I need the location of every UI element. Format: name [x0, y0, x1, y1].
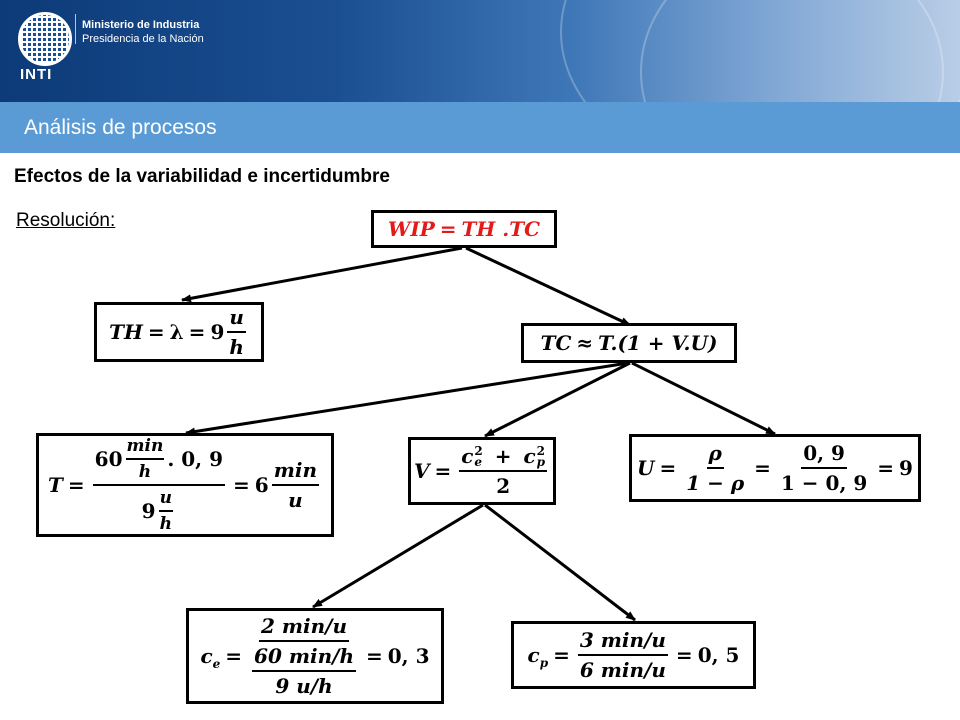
ce-lhs [200, 644, 221, 671]
formula-ce [186, 608, 444, 704]
t-denominator [140, 486, 178, 534]
resolution-label: Resolución: [16, 210, 116, 231]
v-lhs: V [413, 459, 430, 483]
cp-result: 0, 5 [697, 643, 740, 667]
t-res-unit-num: min [272, 458, 319, 486]
ministry-line1: Ministerio de Industria [82, 19, 200, 31]
cp-base: c [527, 643, 540, 667]
arrow-tc-u [632, 363, 775, 434]
wip-lhs: WIP [387, 217, 435, 241]
formula-tc [521, 323, 737, 363]
t-lhs: T [48, 473, 63, 497]
ce-sub: e [212, 657, 221, 671]
formula-v [408, 437, 556, 505]
section-title: Análisis de procesos [24, 116, 217, 139]
v-denominator: 2 [496, 474, 511, 499]
cp-denominator: 6 min/u [579, 658, 666, 682]
equals-sign: = [675, 643, 693, 667]
v-cp-sq: 2 [536, 444, 546, 459]
v-ce-base: c [461, 443, 474, 468]
th-unit-fraction [227, 305, 246, 359]
ce-numerator: 2 min/u [259, 614, 349, 642]
u-f2-den: 1 − 0, 9 [780, 471, 868, 495]
equals-sign: = [67, 473, 85, 497]
v-fraction [459, 444, 547, 499]
t-result-unit [272, 458, 319, 512]
t-top-unit-den: h [138, 462, 152, 482]
ce-den-den: 9 u/h [275, 674, 333, 698]
th-lambda: λ [169, 320, 184, 344]
tc-lhs: TC [540, 331, 572, 355]
u-fraction-2 [779, 441, 869, 495]
formula-cp [511, 621, 756, 689]
ce-den-num: 60 min/h [252, 644, 356, 672]
logo-text: INTI [20, 66, 53, 83]
t-bot-num: 9 [141, 499, 156, 523]
equals-sign: = [225, 644, 243, 668]
t-bot-unit-num: u [159, 488, 173, 512]
tc-rhs-b: (1 + V.U) [617, 331, 718, 355]
formula-wip [371, 210, 557, 248]
formula-t [36, 433, 334, 537]
v-cp-base: c [523, 443, 536, 468]
equals-sign: = [439, 217, 457, 241]
u-f1-num: ρ [707, 441, 724, 469]
plus-sign: + [494, 443, 512, 468]
equals-sign: = [434, 459, 452, 483]
v-ce-sub: e [474, 455, 483, 470]
tc-rhs-a: T. [598, 331, 618, 355]
equals-sign: = [659, 456, 677, 480]
formula-th [94, 302, 264, 362]
arrow-v-cp [485, 505, 635, 620]
arrow-wip-tc [466, 248, 630, 325]
equals-sign: = [233, 473, 250, 497]
equals-sign: = [188, 320, 206, 344]
th-unit-den: h [229, 335, 244, 359]
t-main-fraction [93, 436, 225, 534]
arrow-wip-th [182, 248, 462, 300]
u-fraction-1 [684, 441, 746, 495]
equals-sign: = [366, 644, 383, 668]
ministry-line2: Presidencia de la Nación [82, 33, 204, 45]
u-f2-num: 0, 9 [801, 441, 847, 469]
t-top-unit-num: min [126, 436, 165, 460]
formula-u [629, 434, 921, 502]
t-top-unit [126, 436, 165, 482]
v-cp-sub: p [536, 455, 546, 470]
v-ce-sq: 2 [474, 444, 483, 459]
ce-base: c [200, 644, 213, 668]
equals-sign: = [754, 456, 771, 480]
arrow-v-ce [313, 505, 483, 607]
v-ce-indices [474, 446, 482, 468]
cp-sub: p [539, 656, 549, 670]
t-bot-unit-den: h [159, 514, 172, 534]
t-top-tail: . 0, 9 [167, 447, 223, 471]
v-numerator [459, 444, 547, 473]
equals-sign: = [553, 643, 570, 667]
ce-fraction [250, 614, 358, 698]
cp-numerator: 3 min/u [578, 628, 668, 656]
th-lhs: TH [109, 320, 143, 344]
u-f1-den: 1 − ρ [686, 471, 745, 495]
ce-denominator [250, 642, 358, 698]
v-cp-indices [537, 446, 545, 468]
cp-lhs [527, 643, 549, 670]
u-lhs: U [637, 456, 655, 480]
t-result: 6 [254, 473, 269, 497]
wip-rhs: TH .TC [461, 217, 541, 241]
approx-sign: ≈ [576, 331, 594, 355]
equals-sign: = [877, 456, 895, 480]
th-unit-num: u [227, 305, 246, 333]
t-bot-unit [159, 488, 173, 534]
u-result: 9 [899, 456, 913, 480]
ce-result: 0, 3 [387, 644, 430, 668]
cp-fraction [578, 628, 668, 682]
t-res-unit-den: u [288, 488, 303, 512]
t-numerator [93, 436, 225, 486]
th-value: 9 [210, 320, 225, 344]
slide-subtitle: Efectos de la variabilidad e incertidumbre [14, 166, 390, 187]
equals-sign: = [147, 320, 165, 344]
t-top-num: 60 [94, 447, 123, 471]
